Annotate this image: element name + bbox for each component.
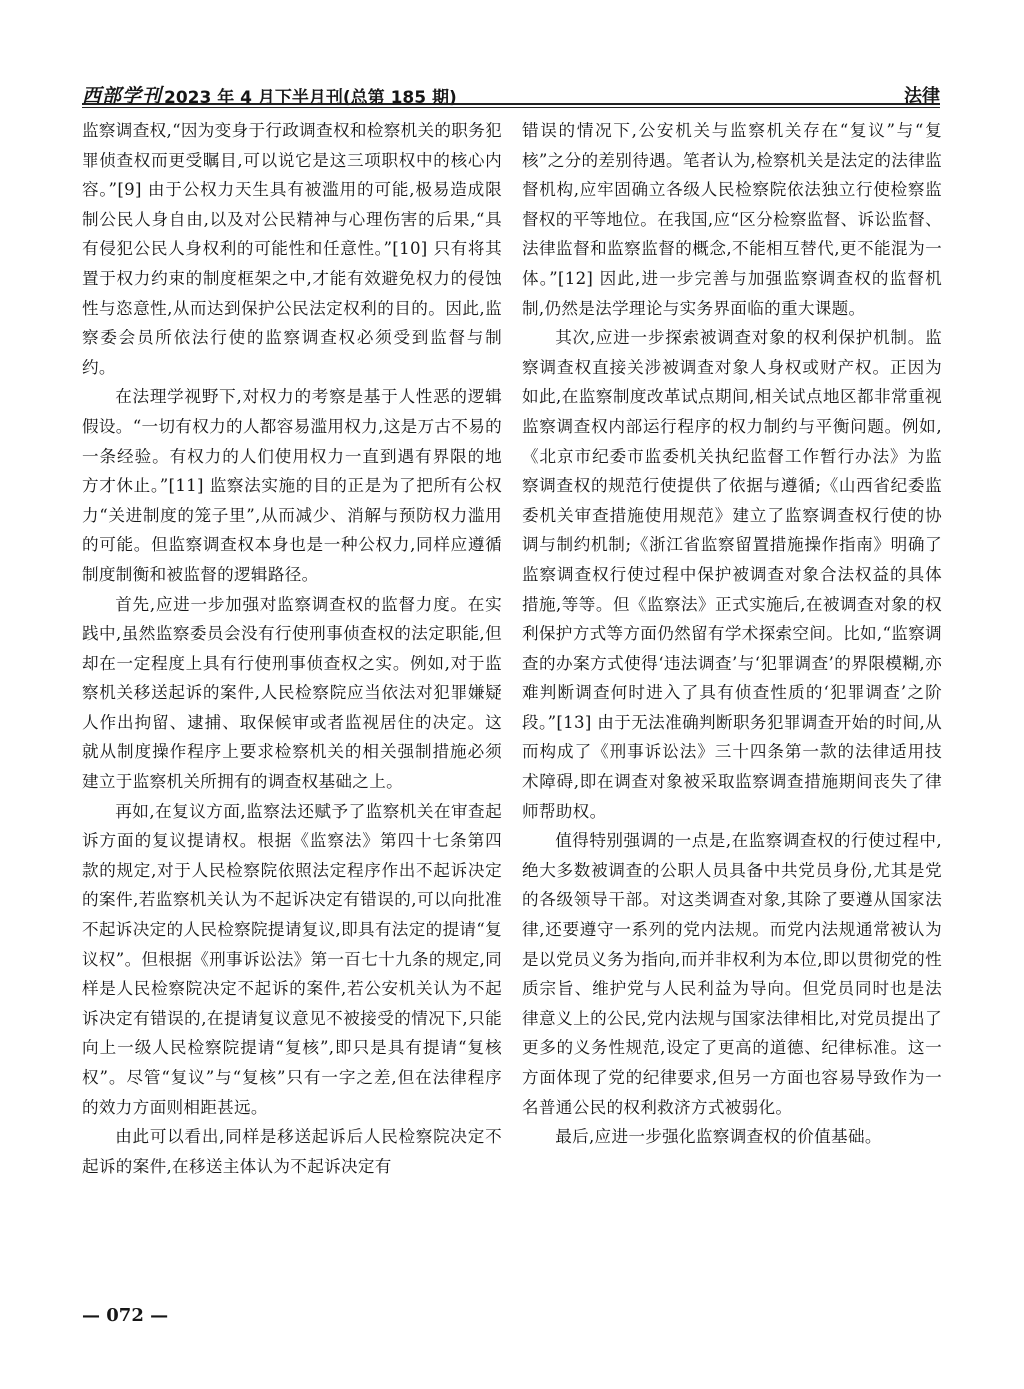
- journal-logo: 西部学刊: [82, 85, 163, 107]
- paragraph: 监察调查权,“因为变身于行政调查权和检察机关的职务犯罪侦查权而更受瞩目,可以说它是这三项职权中的核心内容。”[9] 由于公权力天生具有被滥用的可能,极易造成限制公民人身自由,以及对公民精神与心理伤害的后果,“具有侵犯公民人身权利的可能性和任意性。”[10] 只有将其置于权力约束的制度框架之中,才能有效避免权力的侵蚀性与恣意性,从而达到保护公民法定权利的目的。因此,监察委会员所依法行使的监察调查权必须受到监督与制约。: [82, 121, 502, 377]
- paragraph: 由此可以看出,同样是移送起诉后人民检察院决定不起诉的案件,在移送主体认为不起诉决定有: [82, 1127, 502, 1176]
- page-number: — 072 —: [82, 1305, 169, 1326]
- paragraph: 最后,应进一步强化监察调查权的价值基础。: [555, 1127, 882, 1147]
- left-column: [82, 116, 502, 1296]
- paragraph: 值得特别强调的一点是,在监察调查权的行使过程中,绝大多数被调查的公职人员具备中共党员身份,尤其是党的各级领导干部。对这类调查对象,其除了要遵从国家法律,还要遵守一系列的党内法规。而党内法规通常被认为是以党员义务为指向,而并非权利为本位,即以贯彻党的性质宗旨、维护党与人民利益为导向。但党员同时也是法律意义上的公民,党内法规与国家法律相比,对党员提出了更多的义务性规范,设定了更高的道德、纪律标准。这一方面体现了党的纪律要求,但另一方面也容易导致作为一名普通公民的权利救济方式被弱化。: [522, 831, 942, 1117]
- header-rule-thin: [82, 107, 940, 108]
- section-label: 法律: [904, 86, 940, 107]
- paragraph: 在法理学视野下,对权力的考察是基于人性恶的逻辑假设。“一切有权力的人都容易滥用权力,这是万古不易的一条经验。有权力的人们使用权力一直到遇有界限的地方才休止。”[11] 监察法实施的目的正是为了把所有公权力“关进制度的笼子里”,从而减少、消解与预防权力滥用的可能。但监察调查权本身也是一种公权力,同样应遵循制度制衡和被监督的逻辑路径。: [82, 387, 502, 584]
- issue-info: 2023 年 4 月下半月刊(总第 185 期): [164, 88, 457, 108]
- paragraph: 其次,应进一步探索被调查对象的权利保护机制。监察调查权直接关涉被调查对象人身权或财产权。正因为如此,在监察制度改革试点期间,相关试点地区都非常重视监察调查权内部运行程序的权力制约与平衡问题。例如,《北京市纪委市监委机关执纪监督工作暂行办法》为监察调查权的规范行使提供了依据与遵循;《山西省纪委监委机关审查措施使用规范》建立了监察调查权行使的协调与制约机制;《浙江省监察留置措施操作指南》明确了监察调查权行使过程中保护被调查对象合法权益的具体措施,等等。但《监察法》正式实施后,在被调查对象的权利保护方式等方面仍然留有学术探索空间。比如,“监察调查的办案方式使得‘违法调查’与‘犯罪调查’的界限模糊,亦难判断调查何时进入了具有侦查性质的‘犯罪调查’之阶段。”[13] 由于无法准确判断职务犯罪调查开始的时间,从而构成了《刑事诉讼法》三十四条第一款的法律适用技术障碍,即在调查对象被采取监察调查措施期间丧失了律师帮助权。: [522, 328, 942, 821]
- paragraph: 首先,应进一步加强对监察调查权的监督力度。在实践中,虽然监察委员会没有行使刑事侦查权的法定职能,但却在一定程度上具有行使刑事侦查权之实。例如,对于监察机关移送起诉的案件,人民检察院应当依法对犯罪嫌疑人作出拘留、逮捕、取保候审或者监视居住的决定。这就从制度操作程序上要求检察机关的相关强制措施必须建立于监察机关所拥有的调查权基础之上。: [82, 594, 502, 792]
- paragraph: 错误的情况下,公安机关与监察机关存在“复议”与“复核”之分的差别待遇。笔者认为,检察机关是法定的法律监督机构,应牢固确立各级人民检察院依法独立行使检察监督权的平等地位。在我国,应“区分检察监督、诉讼监督、法律监督和监察监督的概念,不能相互替代,更不能混为一体。”[12] 因此,进一步完善与加强监察调查权的监督机制,仍然是法学理论与实务界面临的重大课题。: [522, 121, 942, 318]
- right-column: [522, 116, 942, 1296]
- paragraph: 再如,在复议方面,监察法还赋予了监察机关在审查起诉方面的复议提请权。根据《监察法》第四十七条第四款的规定,对于人民检察院依照法定程序作出不起诉决定的案件,若监察机关认为不起诉决定有错误的,可以向批准不起诉决定的人民检察院提请复议,即具有法定的提请“复议权”。但根据《刑事诉讼法》第一百七十九条的规定,同样是人民检察院决定不起诉的案件,若公安机关认为不起诉决定有错误的,在提请复议意见不被接受的情况下,只能向上一级人民检察院提请“复核”,即只是具有提请“复核权”。尽管“复议”与“复核”只有一字之差,但在法律程序的效力方面则相距甚远。: [82, 801, 502, 1117]
- article-body: [82, 116, 942, 1296]
- header-rule-thick: [82, 103, 940, 105]
